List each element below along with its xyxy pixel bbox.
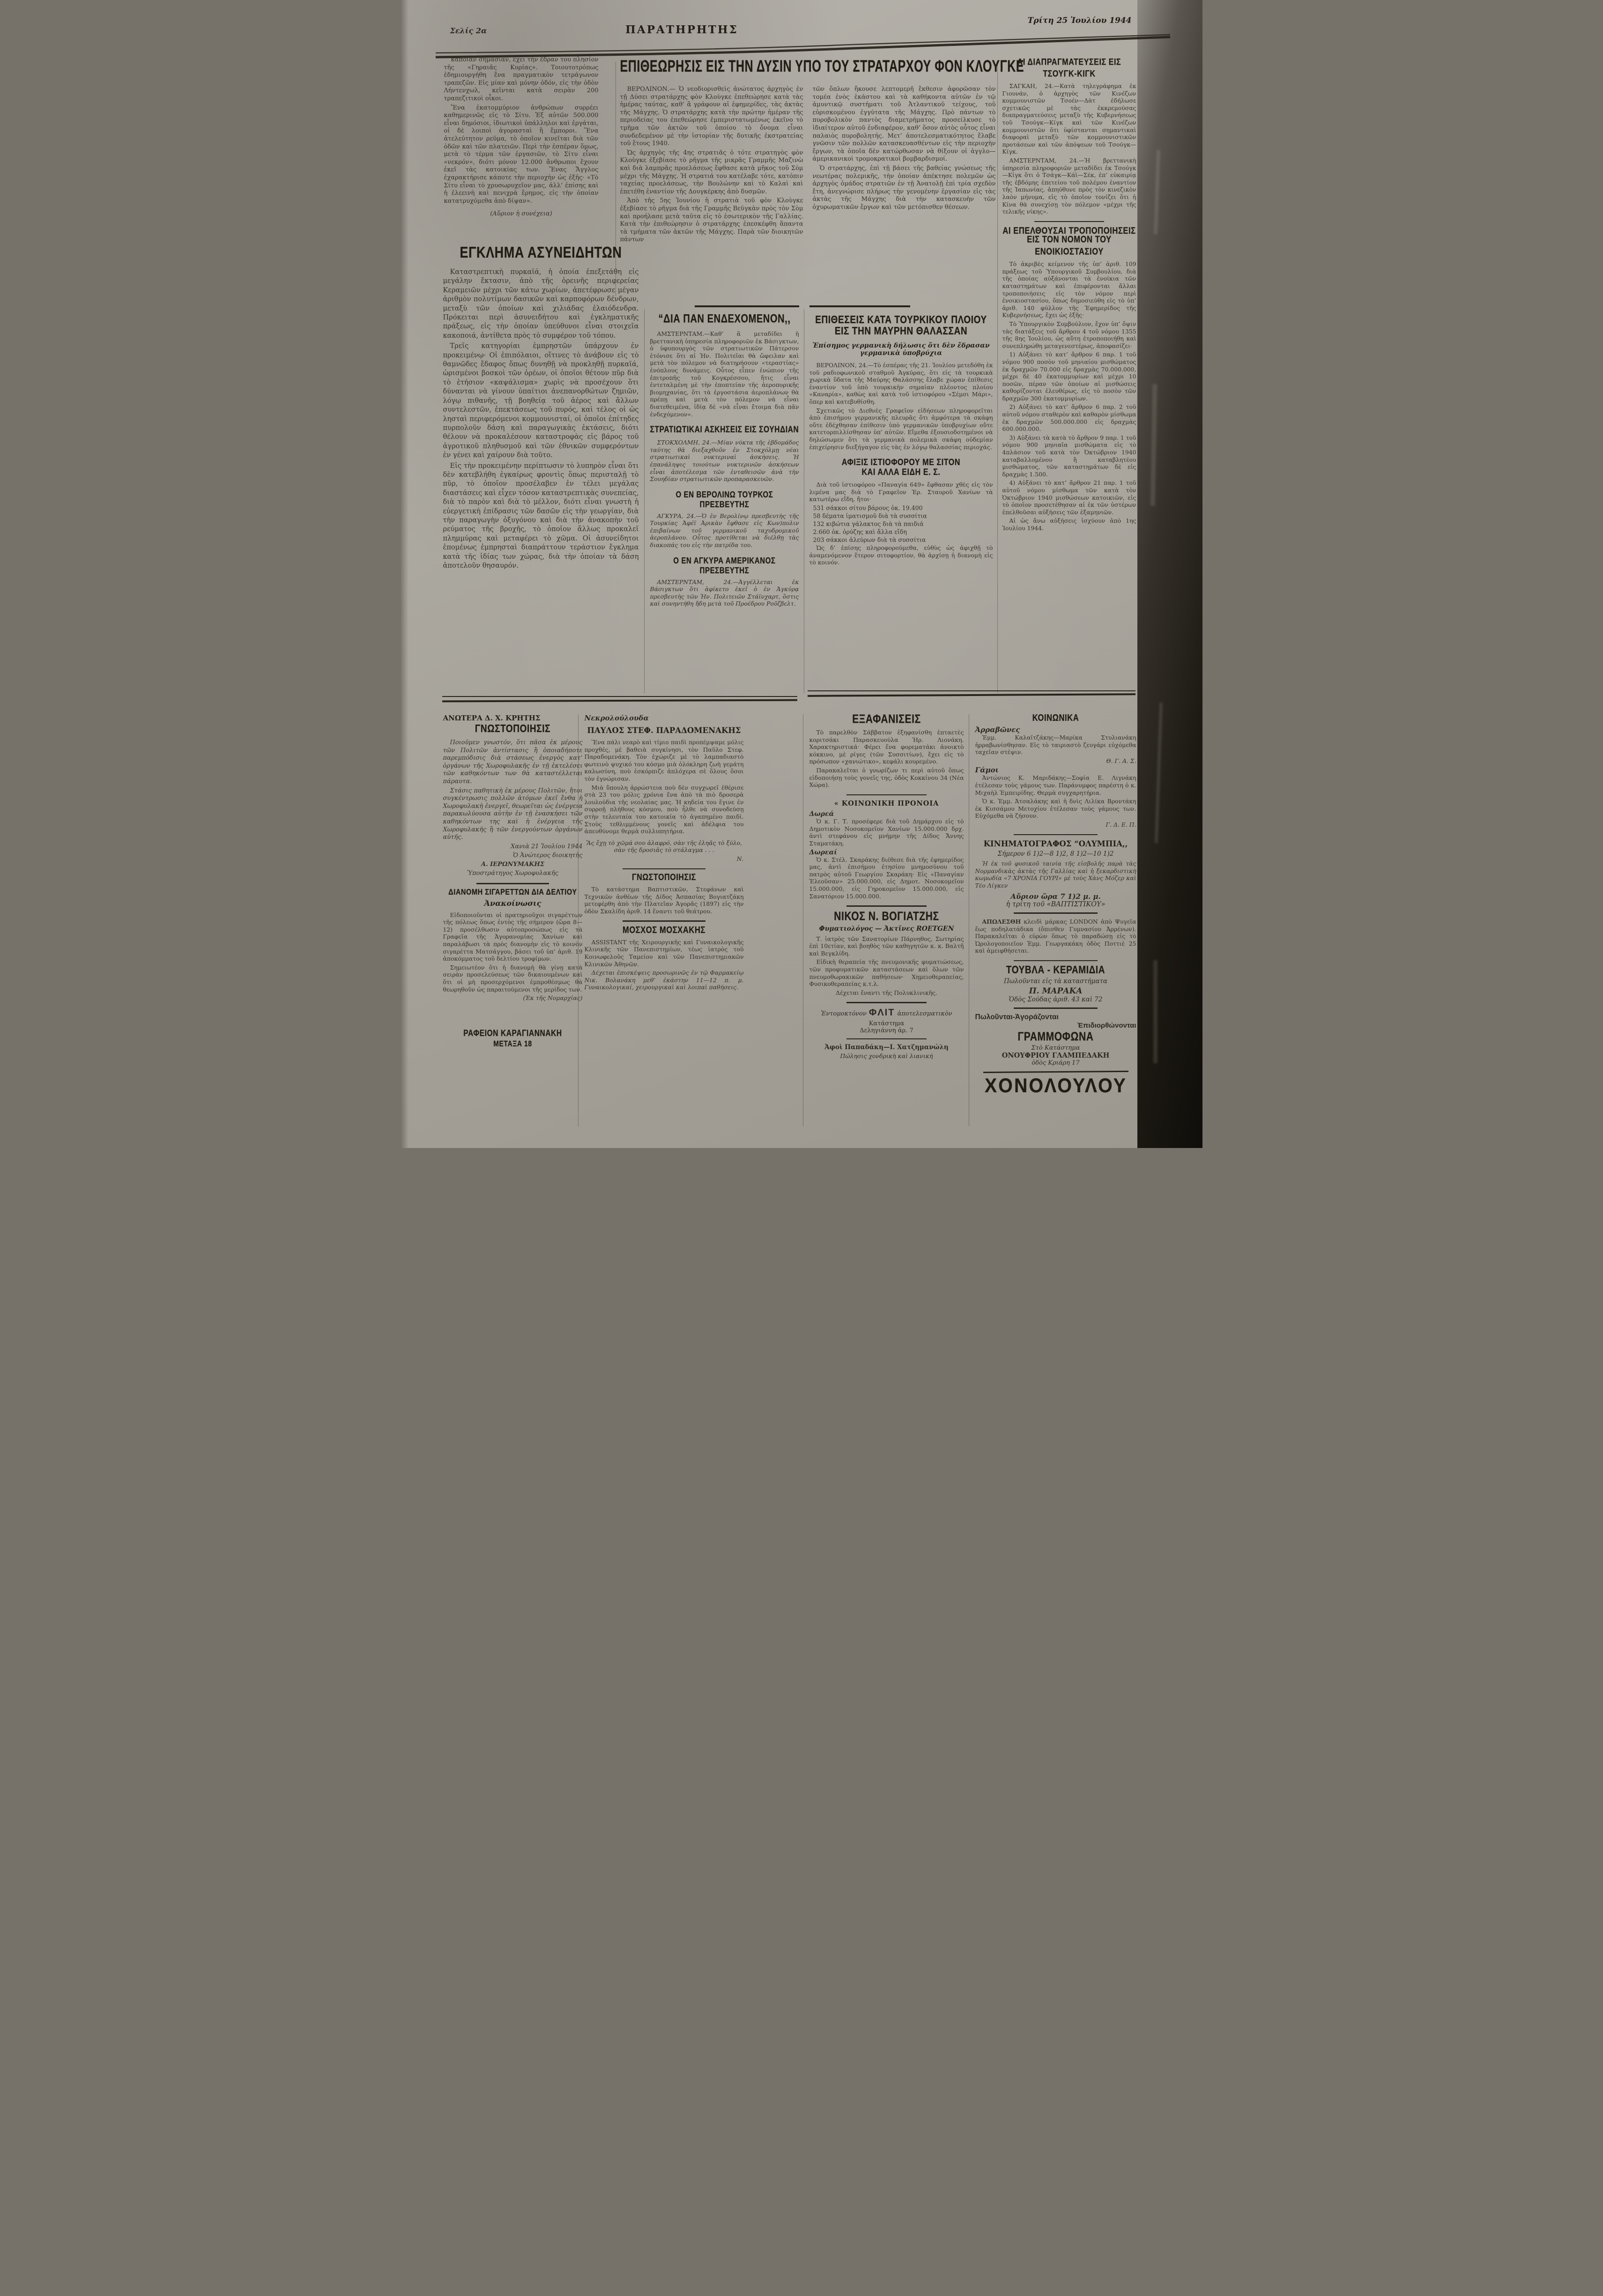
article-paragraph: Ὡς δ’ ἐπίσης πληροφορούμεθα, εὐθὺς ὡς ἀφιχθῇ τὸ ἀναμενόμενον ἕτερον σιτοφορτίον, θὰ ἀρχίσῃ ἡ διανομὴ εἰς τὸ κοινόν. [809, 544, 993, 566]
contingency-heading: “ΔΙΑ ΠΑΝ ΕΝΔΕΧΟΜΕΝΟΝ,, [658, 312, 791, 326]
gramophones-line3: Στὸ Κατάστημα [1031, 1044, 1080, 1052]
flit-brand: ΦΛΙΤ [868, 1007, 895, 1018]
notice-signature: (Ἐκ τῆς Νομαρχίας) [523, 994, 583, 1002]
social-heading: ΚΟΙΝΩΝΙΚΑ [1032, 712, 1079, 724]
bricks-line: Πωλοῦνται εἰς τὰ καταστήματα [1003, 978, 1108, 985]
lost-key-lead: ΑΠΩΛΕΣΘΗ [982, 918, 1021, 925]
notice-paragraph: Τὸ παρελθὸν Σάββατον ἐξηφανίσθη ἑπταετὲς κοριτσάκι Παρασκευούλα Ἡρ. Λιονάκη. Χαρακτηριστικά· Φέρει ἕνα φορεματάκι ἀνοικτὸ κόκκινο, μὲ ρίγες (τῶν Συσσιτίων), ἔχει εἰς τὸ πρόσωπον «χανιώτικο», κεφάλι κουρεμένο. [809, 729, 964, 765]
notice-paragraph: Εἰδοποιοῦνται οἱ πρατηριοῦχοι σιγαρέττων τῆς πόλεως ὅπως ἐντὸς τῆς σήμερον (ὥρα 8—12) προσέλθωσιν αὐτοπροσώπως εἰς τὰ Γραφεῖα τῆς Ἀγορανομίας Χανίων καὶ παραλάβωσι τὰ πρὸς διανομὴν εἰς τὸ κοινὸν σιγαρέττα Ματσάγγου, βάσει τοῦ ὑπ’ ἀριθ. 19 ἀποκόμματος τοῦ δελτίου τροφίμων. [443, 911, 583, 963]
article-paragraph: Τὸ ἀκριβὲς κείμενον τῆς ὑπ’ ἀριθ. 109 πράξεως τοῦ Ὑπουργικοῦ Συμβουλίου, διὰ τῆς ὁποίας αὐξάνονται τὰ ἐνοίκια τῶν καταστημάτων καὶ ἐπιφέρονται ἄλλαι τροποποιήσεις εἰς τὸν νόμον περὶ ἐνοικιοστασίου, ὅπως δημοσιεύθη εἰς τὸ ὑπ’ ἀριθ. 140 φύλλον τῆς Ἐφημερίδος τῆς Κυβερνήσεως, ἔχει ὡς ἑξῆς· [1002, 260, 1136, 319]
engagement-entry: Ἐμμ. Καλαϊτζάκης—Μαρίκα Στυλιανάκη ἠρραβωνίσθησαν. Εἰς τὸ ταιριαστὸ ζευγάρι εὐχόμεθα ταχεῖαν στέψιν. [975, 734, 1136, 756]
tailor-ad-address: ΜΕΤΑΞΑ 18 [493, 1038, 532, 1048]
gendarmerie-heading: ΓΝΩΣΤΟΠΟΙΗΣΙΣ [475, 723, 551, 735]
section-rule [695, 305, 799, 307]
continuation-note: (Αὔριον ἡ συνέχεια) [490, 210, 552, 218]
lost-key-text: κλειδὶ μάρκας LONDON ἀπὸ Ψυγεῖα ἕως ποδηλατάδικα (ὄπισθεν Γυμνασίου Ἀρρένων). Παρακαλεῖται ὁ εὑρὼν ὅπως τὸ παραδώσῃ εἰς τὸ Ὡρολογοποιεῖον Ἐμμ. Γεωργακάκη ὁδὸς Ποττιὲ 25 καὶ ἀμειφθήσεται. [975, 918, 1136, 955]
weddings-label: Γάμοι [975, 766, 999, 775]
engagement-signature: Θ. Γ. Α. Σ. [1106, 757, 1136, 764]
cargo-item: 531 σάκκοι σίτου βάρους ὀκ. 19.400 [813, 504, 923, 511]
section-rule [808, 690, 1135, 691]
column-rule [997, 62, 998, 693]
ad-paragraph: Δέχεται ἔναντι τῆς Πολυκλινικῆς. [836, 989, 937, 996]
missing-heading: ΕΞΑΦΑΝΙΣΕΙΣ [852, 712, 921, 726]
wedding-entry: Ὁ κ. Ἐμμ. Ἀτσαλάκης καὶ ἡ δνὶς Λιλίκα Βροντάκη ἐκ Κισσάμου Μετοχίου ἐτέλεσαν τοὺς γάμους των. Εὐχόμεθα νὰ ζήσουν. [975, 798, 1136, 820]
section-rule [623, 920, 705, 922]
lead-column-a [620, 86, 803, 245]
section-rule [623, 868, 705, 870]
cargo-item: 2.660 ὀκ. ὀρύζης καὶ ἄλλα εἴδη [813, 528, 907, 535]
article-paragraph: ΑΜΣΤΕΡΝΤΑΜ.—Καθ’ ἃ μεταδίδει ἡ βρεττανικὴ ὑπηρεσία πληροφοριῶν ἐκ Βάσιγκτων, ὁ ὑφυπουργὸς τῶν στρατιωτικῶν Πάτερσον ἐτόνισε ὅτι αἱ Ἡν. Πολιτεῖαι θὰ ὤφειλαν καὶ μετὰ τὸν πόλεμον νὰ διατηρήσουν «τεραστίας» ἐνόπλους δυνάμεις. Οὗτος εἶπεν ἐνώπιον τῆς ἐπιτροπῆς τοῦ Κογκρέσσου, ἥτις εἶναι ἐντεταλμένη μὲ τὴν ἐποπτείαν τῆς ἀεροπορικῆς βιομηχανίας, ὅτι τὰ ἐργοστάσια ἀεροπλάνων θὰ πρέπῃ καὶ μετὰ τὸν πόλεμον νὰ εἶναι διατεθειμένα, ἰδίᾳ δὲ «νὰ εἶναι ἕτοιμα διὰ πᾶν ἐνδεχόμενον». [650, 330, 799, 418]
article-paragraph: ΒΕΡΟΛΙΝΟΝ.— Ὁ νεοδιορισθεὶς ἀνώτατος ἀρχηγὸς ἐν τῇ Δύσει στρατάρχης φὸν Κλοὺγκε ἐπεθεώρησε κατὰ τὰς ἡμέρας ταύτας, καθ’ ἃ γράφουν αἱ ἐφημερίδες, τὰς ἀκτὰς τῆς Μάγχης. Ὁ στρατάρχης κατὰ τὴν πρώτην ἡμέραν τῆς περιοδείας του ἐπεθεώρησε ἐμπεριστατωμένως ἐκεῖνο τὸ τμῆμα τῶν ἀκτῶν τοῦ ὁποίου τὸ ὄνομα εἶναι συνδεδεμένον μὲ τὴν ἱστορίαν τῆς δυτικῆς ἐκστρατείας τοῦ ἔτους 1940. [620, 86, 803, 148]
gendarmerie-kicker: ΑΝΩΤΕΡΑ Δ. Χ. ΚΡΗΤΗΣ [443, 714, 541, 722]
section-rule [476, 883, 549, 884]
cinema-premiere: ἡ τρίτη τοῦ «ΒΑΠΤΙΣΤΙΚΟΥ» [1006, 901, 1106, 909]
article-paragraph: Τρεῖς κατηγορίαι ἐμπρηστῶν ὑπάρχουν ἐν προκειμένῳ· Οἱ ἐπιπόλαιοι, οἵτινες τὸ ἀνάβουν εἰς τὸ θαμνῶδες ἔδαφος ὅπως δυνηθῇ νὰ προκληθῇ πυρκαϊά, ὡρισμένοι βοσκοὶ τῶν ὀρέων, οἱ ὁποῖοι θέτουν πῦρ διὰ τὸ ἐτήσιον «καψάλισμα» χωρὶς νὰ προσέχουν ὅτι δύνανται νὰ γίνουν ὑπαίτιοι ἀνεπανορθώτων ζημιῶν, λόγῳ πιθανῆς, τῇ βοηθείᾳ τοῦ ἀέρος καὶ ἄλλων συντελεστῶν, ἐπεκτάσεως τοῦ πυρός, καὶ τέλος οἱ ὡς λησταὶ περιφερόμενοι κομμουνισταί, οἱ ὁποῖοι ἐπίτηδες πυρπολοῦν δάση καὶ παραγωγικὰς ἐκτάσεις, διότι θέλουν νὰ προκαλέσουν καταστροφὰς εἰς βάρος τοῦ ἀγροτικοῦ πληθυσμοῦ καὶ τῶν ἐθνικῶν συμφερόντων ἐν γένει καὶ χαίρουν διὰ τοῦτο. [443, 342, 639, 459]
lead-headline: ΕΠΙΘΕΩΡΗΣΙΣ ΕΙΣ ΤΗΝ ΔΥΣΙΝ ΥΠΟ ΤΟΥ ΣΤΡΑΤΑΡΧΟΥ ΦΟΝ ΚΛΟΥΓΚΕ [620, 57, 1024, 76]
lead-body [620, 86, 996, 245]
article-paragraph: ΑΜΣΤΕΡΝΤΑΜ, 24.—Ἡ βρεττανικὴ ὑπηρεσία πληροφοριῶν μεταδίδει ἐκ Τσούγκ—Κίγκ ὅτι ὁ Τσάγκ—Κάϊ—Σέκ, ἐπ’ εὐκαιρίᾳ τῆς ἑβδόμης ἐπετείου τοῦ πολέμου ἐναντίον τῆς Ἰαπωνίας, ἀπηύθυνε πρὸς τὸν κινεζικὸν λαὸν μήνυμα, εἰς τὸ ὁποῖον τονίζει ὅτι ἡ Κίνα θὰ συνεχίσῃ τὸν πόλεμον «μέχρι τῆς τελικῆς νίκης». [1002, 156, 1136, 215]
obituary-paragraph: Ἕνα πάλι νεαρὸ καὶ τίμιο παιδὶ προπέμψαμε μόλις προχθές, μὲ βαθειὰ συγκίνησι, τὸν Παῦλο Στεφ. Παραδομενάκη. Τὸν ἐχώριζε μὲ τὸ λαμπαδιαστὸ φωτεινὸ ψυχικό του κόσμο μιὰ ὁλόκληρη ζωὴ γεμάτη καλωσύνη, ποὺ ἐσκόρπιζε ἁπλόχερα σὲ ὅλους ὅσοι τὸν ἐγνώρισαν. [584, 739, 744, 782]
column-middle-2 [650, 305, 799, 609]
article-paragraph: Ἕνα ἑκατομμύριον ἀνθρώπων συρρέει καθημερινῶς εἰς τὸ Σίτυ. Ἐξ αὐτῶν 500.000 εἶναι δημόσιοι, ἰδιωτικοὶ ὑπάλληλοι καὶ ἐργάται, οἱ δὲ λοιποὶ ἀγορασταὶ ἢ ἔμποροι. Ἕνα ἀτελεύτητον ρεῦμα, τὸ ὁποῖον κινεῖται διὰ τῶν ὁδῶν καὶ τῶν πλατειῶν. Περὶ τὴν ἑσπέραν ὅμως, μετὰ τὸ τέρμα τῶν ἐργασιῶν, τὸ Σίτυ εἶναι «νεκρόν», διότι μόνον 12.000 ἄνθρωποι ἔχουν ἐκεῖ τὰς κατοικίας των. Ἕνας Ἄγγλος ἐχαρακτήρισε κάποτε τὴν περιοχὴν ὡς ἑξῆς· «Τὸ Σίτυ εἶναι τὸ χρυσωρυχεῖον μας, ἀλλ’ ἐπίσης καὶ ἡ ἐλεεινὴ καὶ πενιχρὰ ἔρημος, εἰς τὴν ὁποίαν κατατρυχόμεθα ἀπὸ δίψαν». [444, 104, 599, 205]
doctor-vogiatzis-specialty: Φυματιολόγος — Ἀκτῖνες ROETGEN [819, 925, 954, 933]
article-paragraph: 3) Αὐξάνει τὰ κατὰ τὸ ἄρθρον 9 παρ. 1 τοῦ νόμου 900 μηνιαῖα μισθώματα εἰς τὸ 4πλάσιον τοῦ κατὰ τὸν Ὀκτώβριον 1940 καταβαλλομένου ἢ καταβλητέου μισθώματος, τῶν καταστημάτων δὲ εἰς δραχμὰς 1.500. [1002, 434, 1136, 478]
notice-paragraph: Τὸ κατάστημα Βαπτιστικῶν, Στεφάνων καὶ Τεχνικῶν ἀνθέων τῆς Δίδος Ἀσπασίας Βογιατζάκη μετεφέρθη ἀπὸ τὴν Πλατεῖαν Ἀγορᾶς (1897) εἰς τὴν ὁδὸν Σκαλίδη ἀριθ. 14 ἔναντι τοῦ θεάτρου. [584, 886, 744, 915]
article-paragraph: 1) Αὐξάνει τὸ κατ’ ἄρθρον 6 παρ. 1 τοῦ νόμου 900 ποσὸν τοῦ μηνιαίου μισθώματος ἐκ δραχμῶν 70.000 εἰς δραχμὰς 70.000.000, μέχρι δὲ 40 ἑκατομμυρίων καὶ μέχρι 10 ποσῶν, πέραν τῶν ὁποίων αἱ μισθώσεις καθορίζονται ἐλευθέρως, εἰς τὸ ποσὸν τῶν δραχμῶν 300 ἑκατομμυρίων. [1002, 351, 1136, 402]
gramophones-address: ὁδὸς Κριάρη 17 [1032, 1059, 1080, 1067]
black-sea-heading-line1: ΕΠΙΘΕΣΕΙΣ ΚΑΤΑ ΤΟΥΡΚΙΚΟΥ ΠΛΟΙΟΥ [815, 314, 987, 326]
doctor-mosxakis-heading: ΜΟΣΧΟΣ ΜΟΣΧΑΚΗΣ [623, 925, 705, 935]
article-paragraph: Καταστρεπτικὴ πυρκαϊά, ἡ ὁποία ἐπεξετάθη εἰς μεγάλην ἔκτασιν, ἀπὸ τῆς ὀρεινῆς περιφερείας Κεραμειῶν μέχρι τῶν κάτω χωρίων, ἀπετέφρωσε μέγαν ἀριθμὸν πολυτίμων δασικῶν καὶ καρποφόρων δένδρων, μεταξὺ τῶν ὁποίων καὶ χιλιάδας ἐλαιόδενδρα. Πρόκειται περὶ ἀσυνειδήτου καὶ ἐγκληματικῆς πράξεως, εἰς τὴν ὁποίαν ὑπεύθυνοι εἶναι στοιχεῖα κακοποιά, ἀντίθετα πρὸς τὸ συμφέρον τοῦ τόπου. [443, 268, 639, 340]
wedding-entry: Ἀντώνιος Κ. Μαριδάκης—Σοφία Ε. Λιγνάκη ἐτέλεσαν τοὺς γάμους των. Παράνυμφος παρέστη ὁ κ. Μιχαὴλ Ἐμπειρίδης. Θερμὰ συγχαρητήρια. [975, 774, 1136, 796]
gramophones-line1: Πωλοῦνται-Ἀγοράζονται [975, 1013, 1059, 1021]
edge-text-smudge [1150, 384, 1157, 506]
engagements-label: Ἀρραβῶνες [975, 726, 1020, 734]
flit-pre-label: Ἐντομοκτόνον [821, 1010, 867, 1017]
obituary-kicker: Νεκρολούλουδα [584, 714, 649, 722]
sailship-heading-line2: ΚΑΙ ΑΛΛΑ ΕΙΔΗ Ε. Σ. [861, 467, 941, 478]
article-paragraph: ΑΓΚΥΡΑ, 24.—Ὁ ἐν Βερολίνῳ πρεσβευτὴς τῆς Τουρκίας Ἀφέϊ Ἀρικὰν ἔφθασε εἰς Κων)πολιν ἐπιβαίνων τοῦ γερμανικοῦ ταχυδρομικοῦ ἀεροπλάνου. Οὗτος προτίθεται νὰ διέλθῃ τὰς διακοπάς του εἰς τὴν πατρίδα του. [650, 512, 799, 549]
bricks-address: Ὁδὸς Σούδας ἀριθ. 43 καὶ 72 [1009, 996, 1103, 1004]
rent-law-heading-line1: ΑΙ ΕΠΕΛΘΟΥΣΑΙ ΤΡΟΠΟΠΟΙΗΣΕΙΣ [1002, 225, 1136, 237]
cinema-heading: ΚΙΝΗΜΑΤΟΓΡΑΦΟΣ “ΟΛΥΜΠΙΑ,, [983, 839, 1128, 849]
ad-paragraph: Δέχεται ἐπισκέψεις προσωρινῶς ἐν τῷ Φαρμακείῳ Νικ. Βολανάκη μεθ’ ἑκάστην 11—12 π. μ. Γυναικολογικαί, χειρουργικαὶ καὶ λοιπαὶ παθήσεις. [584, 969, 744, 991]
article-paragraph: Τὸ Ὑπουργικὸν Συμβούλιον, ἔχον ὑπ’ ὄψιν τὰς διατάξεις τοῦ ἄρθρου 4 τοῦ νόμου 1355 τῆς 8ης Ἰουλίου, ὡς αὕτη ἐτροποποιήθη καὶ συνεπληρώθη μεταγενεστέρως, ἀποφασίζει· [1002, 320, 1136, 349]
cinema-tomorrow: Αὔριον ὥρα 7 1)2 μ. μ. [1010, 892, 1101, 901]
article-paragraph: κάποιαν σημασίαν, ἔχει τὴν ἕδραν του πλησίον τῆς «Γηραιᾶς Κυρίας». Τοιουτοτρόπως ἐδημιουργήθη ἕνα πραγματικὸν τετράγωνον τραπεζῶν. Εἰς μίαν καὶ μόνην ὁδόν, εἰς τὴν ὁδὸν Λήντενχωλ, κεῖνται κατὰ σειρὰν 200 τραπεζιτικοὶ οἶκοι. [444, 56, 599, 102]
flit-ad [809, 1007, 964, 1018]
us-ambassador-heading: Ο ΕΝ ΑΓΚΥΡΑ ΑΜΕΡΙΚΑΝΟΣ ΠΡΕΣΒΕΥΤΗΣ [673, 555, 776, 576]
article-paragraph: τῶν ὅπλων ἤκουσε λεπτομερῆ ἔκθεσιν ἀφορῶσαν τὸν τομέα ἑνὸς ἑκάστου καὶ τὰ καθήκοντα αὐτῶν ἐν τῷ ἀμυντικῷ συστήματι τοῦ Ἀτλαντικοῦ τείχους, τοῦ εὑρισκομένου ἐγγύτατα τῆς Μάγχης. Πρὸ πάντων τὸ πυροβολικὸν παντὸς διαμετρήματος προσείλκυσε τὸ ἰδιαίτερον αὐτοῦ ἐνδιαφέρον, καθ’ ὅσον αὐτὸς οὗτος εἶναι παλαιὸς πυροβολητής. Μετ’ ἀποτελεσματικότητος ἔλαβε γνῶσιν τῶν πολλῶν κατασκευασθέντων εἰς τὴν περιοχὴν ἔργων, τὰ ὁποῖα δὲν κατώρθωσαν νὰ θίξουν οἱ ἀγγλο—ἀμερικανικοὶ τρομοκρατικοὶ βομβαρδισμοί. [812, 86, 996, 163]
newspaper-page [401, 0, 1202, 1148]
signature-title: Ὑποστράτηγος Χωροφυλακῆς [467, 869, 558, 877]
column-bottom-b [585, 714, 744, 992]
lead-column-b [813, 86, 996, 245]
welfare-sub2: Δωρεαί [809, 848, 838, 856]
bricks-merchant: Π. ΜΑΡΑΚΑ [1029, 986, 1083, 996]
section-rule [1014, 960, 1098, 962]
sailship-heading-line1: ΑΦΙΞΙΣ ΙΣΤΙΟΦΟΡΟΥ ΜΕ ΣΙΤΟΝ [841, 458, 961, 468]
section-rule [1014, 1007, 1098, 1009]
lead-story [620, 57, 1024, 245]
section-rule [983, 1071, 1128, 1073]
article-paragraph: Διὰ τοῦ ἱστιοφόρου «Παναγία 649» ἔφθασαν χθὲς εἰς τὸν λιμένα μας διὰ τὸ Γραφεῖον Ἐρ. Σταυροῦ Χανίων τὰ κατωτέρω εἴδη, ἤτοι· [809, 481, 993, 503]
section-rule [442, 696, 797, 697]
cargo-item: 132 κιβώτια γάλακτος διὰ τὰ παιδιά [813, 520, 924, 527]
section-rule [809, 305, 911, 307]
section-rule [1034, 221, 1104, 222]
article-paragraph: Σχετικῶς τὸ Διεθνὲς Γραφεῖον εἰδήσεων πληροφορεῖται ἀπὸ ἐπισήμου γερμανικῆς πλευρᾶς ὅτι ἀμφότερα τὰ σκάφη οὔτε ἐδέχθησαν ἐπίθεσιν ὑπὸ γερμανικῶν ὑποβρυχίων οὔτε κατετορπιλλίσθησαν ὑπ’ αὐτῶν. Εἴμεθα ἐξουσιοδοτημένοι νὰ δηλώσωμεν ὅτι τὰ γερμανικὰ πολεμικὰ σκάφη οὐδεμίαν ἐπιχείρησιν διεξήγαγον εἰς τὰς ἐν λόγῳ θαλασσίας περιοχάς. [809, 407, 993, 451]
obituary-verse-signature: Ν. [736, 855, 744, 862]
flit-address-line: Δεληγιάννη ἀρ. 7 [860, 1027, 913, 1034]
turkish-ambassador-heading: Ο ΕΝ ΒΕΡΟΛΙΝΩ ΤΟΥΡΚΟΣ ΠΡΕΣΒΕΥΤΗΣ [675, 489, 773, 510]
column-right [1002, 59, 1136, 533]
doctor-vogiatzis-heading: ΝΙΚΟΣ Ν. ΒΟΓΙΑΤΖΗΣ [834, 909, 939, 923]
bricks-heading: ΤΟΥΒΛΑ - ΚΕΡΑΜΙΔΙΑ [1006, 964, 1106, 977]
cigarettes-subheading: Ἀνακοίνωσις [484, 898, 542, 908]
issue-date: Τρίτη 25 Ἰουλίου 1944 [1027, 16, 1132, 25]
section-rule [1014, 834, 1098, 836]
article-paragraph: ΣΤΟΚΧΟΛΜΗ, 24.—Μίαν νύκτα τῆς ἑβδομάδος ταύτης θὰ διεξαχθοῦν ἐν Στοκχόλμῃ νέαι στρατιωτικαὶ νυκτεριναὶ ἀσκήσεις. Ἡ ἐπανάληψις τοιούτων νυκτερινῶν ἀσκήσεων εἶναι ἀποτέλεσμα τῶν ἐνταθεισῶν ἀνὰ τὴν Σουηδίαν στρατιωτικῶν προπαρασκευῶν. [650, 439, 799, 483]
article-paragraph: Ὁ στρατάρχης, ἐπὶ τῇ βάσει τῆς βαθείας γνώσεως τῆς νεωτέρας πολεμικῆς, τὴν ὁποίαν ἀπέκτησε πολεμῶν ὡς ἀρχηγὸς ὁμάδος στρατιῶν ἐν τῇ Ἀνατολῇ ἐπὶ τρία σχεδὸν ἔτη, ἀνεγνώρισε πλήρως τὴν γενομένην ἐργασίαν εἰς τὰς ἀκτὰς τῆς Μάγχης διὰ τὴν κατασκευὴν τῶν ὀχυρωματικῶν ἔργων καὶ τῶν μετόπισθεν θέσεων. [812, 164, 996, 211]
cinema-program: Ἡ ἐκ τοῦ φυσικοῦ ταινία τῆς εἰσβολῆς παρὰ τὰς Νορμανδικὰς ἀκτὰς τῆς Γαλλίας καὶ ἡ ξεκαρδιστικὴ κωμωδία «7 ΧΡΟΝΙΑ ΓΟΥΡΙ» μὲ τοὺς Χὰνς Μόζερ καὶ Τέο Λίγκεν [975, 860, 1136, 889]
crime-heading: ΕΓΚΛΗΜΑ ΑΣΥΝΕΙΔΗΤΩΝ [460, 244, 622, 261]
cinema-showtimes: Σήμερον 6 1)2—8 1)2, 8 1)2—10 1)2 [997, 850, 1114, 858]
gramophones-brand: ΓΡΑΜΜΟΦΩΝΑ [1017, 1029, 1094, 1044]
column-crime [443, 245, 639, 571]
cargo-item: 203 σάκκοι ἀλεύρων διὰ τὰ συσσίτια [813, 536, 926, 543]
column-city-serial [444, 56, 599, 220]
obituary-verse: Ἂς ἔχῃ τὸ χῶμά σου ἀλαφρό, σὰν τῆς ἐληᾶς τὸ ξύλο, σὰν τῆς δροσιᾶς τὸ στάλαγμα . . . [586, 839, 742, 854]
black-sea-subhead: Ἐπίσημος γερμανικὴ δήλωσις ὅτι δὲν ἔδρασαν γερμανικὰ ὑποβρύχια [812, 342, 990, 357]
section-rule [846, 1002, 927, 1003]
page-right-edge-fold [1137, 0, 1202, 1148]
article-paragraph: 2) Αὐξάνει τὸ κατ’ ἄρθρον 6 παρ. 2 τοῦ αὐτοῦ νόμου σταθερὸν καὶ καθαρὸν μίσθωμα ἐκ δραχμῶν 500.000.000 εἰς δραχμὰς 600.000.000. [1002, 403, 1136, 433]
section-rule [442, 699, 797, 703]
wedding-signature: Γ. Δ. Ε. Π. [1106, 821, 1136, 828]
ad-paragraph: Τ. ἰατρὸς τῶν Σανατορίων Πάρνηθος, Σωτηρίας ἐπὶ 10ετίαν, καὶ βοηθὸς τῶν καθηγητῶν κ. κ. Βαλτῆ καὶ Βεγκλίδη. [809, 935, 964, 957]
section-rule [807, 693, 1135, 697]
welfare-sub1: Δωρεά [809, 810, 834, 818]
masthead: ΠΑΡΑΤΗΡΗΤΗΣ [625, 23, 738, 36]
column-middle-3 [809, 305, 993, 568]
notice-paragraph: Ποιοῦμεν γνωστόν, ὅτι πᾶσα ἐκ μέρους τῶν Πολιτῶν ἀντίστασις ἢ ὁποιαδήποτε παρεμπόδισις διὰ στάσεως ἐνεργὸς κατ’ ὀργάνων τῆς Χωροφυλακῆς ἐν τῇ ἐκτελέσει τῶν καθηκόντων των θὰ καταστέλλεται πάραυτα. [443, 739, 583, 785]
page-number-label: Σελίς 2α [450, 26, 487, 35]
gramophones-line2: Ἐπιδιορθώνονται [1077, 1021, 1136, 1029]
negotiations-heading: ΑΙ ΔΙΑΠΡΑΓΜΑΤΕΥΣΕΙΣ ΕΙΣ ΤΣΟΥΓΚ-ΚΙΓΚ [1017, 57, 1121, 79]
honolulu-ad: ΧΟΝΟΛΟΥΛΟΥ [984, 1074, 1127, 1097]
notice-paragraph: Στάσις παθητικὴ ἐκ μέρους Πολιτῶν, ἤτοι συγκέντρωσις πολλῶν ἀτόμων ἐκεῖ ἔνθα ἡ Χωροφυλακὴ ἐνεργεῖ, θεωρεῖται ὡς ἐνέργεια παρακωλύουσα αὐτὴν ἐν τῇ ἐνασκήσει τῶν καθηκόντων της καὶ ἡ ἐνέργεια τῆς Χωροφυλακῆς ἢ τῶν ἐνεργούντων ὀργάνων αὐτῆς. [443, 787, 583, 841]
notice-paragraph: Σημειωτέον ὅτι ἡ διανομὴ θὰ γίνῃ κατὰ σειρὰν προσελεύσεως τῶν δικαιουμένων καὶ ὅτι οἱ μὴ προσερχόμενοι ἐμπροθέσμως θὰ θεωρηθοῦν ὡς παραιτούμενοι τῆς μερίδος των. [443, 963, 583, 993]
shop-notice-heading: ΓΝΩΣΤΟΠΟΙΗΣΙΣ [632, 872, 696, 882]
article-paragraph: ΣΑΓΚΑΗ, 24.—Κατὰ τηλεγράφημα ἐκ Γιουνάν, ὁ ἀρχηγὸς τῶν Κινέζων κομμουνιστῶν Τσοέν—Δὰτ ἐδήλωσε σχετικῶς μὲ τὰς ἐκκρεμούσας διαπραγματεύσεις μεταξὺ τῆς Κυβερνήσεως τοῦ Τσούγκ—Κίγκ καὶ τῶν Κινέζων κομμουνιστῶν ὅτι ὑφίστανται σημαντικαὶ διαφοραὶ μεταξὺ τῶν κομμουνιστικῶν προτάσεων καὶ τῶν ἀπόψεων τοῦ Τσούγκ—Κίγκ. [1002, 82, 1136, 156]
papadakis-ad-name: Ἀφοὶ Παπαδάκη—Ι. Χατζημανώλη [824, 1044, 949, 1052]
column-bottom-c [809, 714, 964, 1059]
signature-role: Ὁ Ἀνώτερος διοικητὴς [512, 852, 583, 859]
ad-paragraph: Εἰδικὴ θεραπεία τῆς πνευμονικῆς φυματιώσεως, τῶν προφυματικῶν καταστάσεων καὶ ὅλων τῶν πνευμοθωρακικῶν παθήσεων· Χημειοθεραπείας, Φυσικοθεραπείας κ.τ.λ. [809, 958, 964, 988]
lost-key-notice [975, 918, 1136, 955]
section-rule [846, 905, 927, 907]
column-rule [644, 309, 645, 693]
sweden-heading: ΣΤΡΑΤΙΩΤΙΚΑΙ ΑΣΚΗΣΕΙΣ ΕΙΣ ΣΟΥΗΔΙΑΝ [650, 424, 799, 435]
welfare-heading: « ΚΟΙΝΩΝΙΚΗ ΠΡΟΝΟΙΑ [834, 800, 939, 808]
gramophones-merchant: ΟΝΟΥΦΡΙΟΥ ΓΛΑΜΠΕΔΑΚΗ [1002, 1051, 1110, 1059]
donation-entry: Ὁ κ. Στέλ. Σκαράκης διέθεσε διὰ τῆς ἐφημερίδος μας, ἀντὶ ἐπισήμου ἐτησίου μνημοσύνου τοῦ πατρὸς αὐτοῦ Γεωργίου Σκαράκη· Εἰς «Παναγίαν Ἐλεοῦσαν» 25.000.000, εἰς Δημοτ. Νοσοκομεῖον 15.000.000, εἰς Γηροκομεῖον 15.000.000, εἰς Σανατόριον 15.000.000. [809, 856, 964, 900]
column-bottom-a [443, 714, 583, 1047]
papadakis-ad-line: Πώλησις χονδρικὴ καὶ λιανική [840, 1052, 933, 1060]
notice-paragraph: Παρακαλεῖται ὁ γνωρίζων τι περὶ αὐτοῦ ὅπως εἰδοποιήσῃ τοὺς γονεῖς της, ὁδὸς Κοκκίνου 34 (Νέα Χώρα). [809, 766, 964, 789]
donation-entry: Ὁ κ. Γ. Τ. προσέφερε διὰ τοῦ Δημάρχου εἰς τὸ Δημοτικὸν Νοσοκομεῖον Χανίων 15.000.000 δρχ. ἀντὶ στεφάνου εἰς μνήμην τῆς Δίδος Ἄννης Σταματάκη. [809, 818, 964, 847]
section-rule [846, 1038, 927, 1040]
tailor-ad-name: ΡΑΦΕΙΟΝ ΚΑΡΑΓΙΑΝΝΑΚΗ [463, 1028, 562, 1038]
black-sea-heading-line2: ΕΙΣ ΤΗΝ ΜΑΥΡΗΝ ΘΑΛΑΣΣΑΝ [834, 325, 968, 338]
notice-place-date: Χανιὰ 21 Ἰουλίου 1944 [511, 843, 583, 850]
article-paragraph: ΑΜΣΤΕΡΝΤΑΜ, 24.—Ἀγγέλλεται ἐκ Βάσιγκτων ὅτι ἀφίκετο ἐκεῖ ὁ ἐν Ἀγκύρᾳ πρεσβευτὴς τῶν Ἡν. Πολιτειῶν Στάϊνχαρτ, ὅστις καὶ συνηντήθη ἤδη μετὰ τοῦ Προέδρου Ροῦζβελτ. [650, 578, 799, 607]
signature-name: Α. ΙΕΡΩΝΥΜΑΚΗΣ [481, 860, 544, 868]
ad-paragraph: ASSISTANT τῆς Χειρουργικῆς καὶ Γυναικολογικῆς Κλινικῆς τῶν Πανεπιστημίων, τέως ἰατρὸς τοῦ Κοινωφελοῦς Ταμείου καὶ τῶν Πανεπιστημιακῶν Κλινικῶν Ἀθηνῶν. [584, 938, 744, 968]
rent-law-heading-line2: ΕΙΣ ΤΟΝ ΝΟΜΟΝ ΤΟΥ ΕΝΟΙΚΙΟΣΤΑΣΙΟΥ [1027, 234, 1112, 257]
article-paragraph: Εἰς τὴν προκειμένην περίπτωσιν τὸ λυπηρὸν εἶναι ὅτι δὲν κατεβλήθη ἐγκαίρως φροντὶς ὅπως περισταλῇ τὸ πῦρ, τὸ ὁποῖον προσέλαβεν ἐν τέλει μεγάλας διαστάσεις καὶ εἶχεν τόσον καταστρεπτικὰς συνεπείας, διὰ τὸ παρὸν καὶ διὰ τὸ μέλλον, διότι εἶναι γνωστὴ ἡ εὐεργετικὴ ἐπίδρασις τῶν δασῶν εἰς τὴν γεωργίαν, διὰ τὴν παραγωγὴν ὀξυγόνου καὶ διὰ τὴν ἀνακοπὴν τοῦ ρεύματος τῆς βροχῆς, τὸ ὁποῖον ἄλλως προκαλεῖ πλημμύρας καὶ μεταφέρει τὸ χῶμα. Οἱ ἀσυνείδητοι ἑπομένως ἐμπρησταὶ διαπράττουν τεράστιον ἔγκλημα κατὰ τῆς ἰδίας των χώρας, διὰ τὴν ὁποίαν τὰ δάση ἀποτελοῦν θησαυρόν. [443, 461, 639, 570]
cargo-item: 58 δέματα ἱματισμοῦ διὰ τὰ συσσίτια [813, 512, 927, 519]
section-rule [1014, 912, 1098, 914]
article-paragraph: Αἱ ὡς ἄνω αὐξήσεις ἰσχύουν ἀπὸ 1ης Ἰουλίου 1944. [1002, 517, 1136, 532]
article-paragraph: ΒΕΡΟΛΙΝΟΝ, 24.—Τὸ ἑσπέρας τῆς 21. Ἰουλίου μετεδόθη ἐκ τοῦ ραδιοφωνικοῦ σταθμοῦ Ἀγκύρας, ὅτι εἰς τὰ τουρκικὰ χωρικὰ ὕδατα τῆς Μαύρης Θαλάσσης ἔλαβε χώραν ἐπίθεσις ἐναντίον τοῦ ὑπὸ τουρκικὴν σημαίαν πλέοντος πλοίου «Καναρία», καθὼς καὶ κατὰ τοῦ ἱστιοφόρου «Σέμσι Μάρι», ὅπερ καὶ κατεβυθίσθη. [809, 362, 993, 405]
obituary-heading: ΠΑΥΛΟΣ ΣΤΕΦ. ΠΑΡΑΔΟΜΕΝΑΚΗΣ [587, 726, 741, 735]
article-paragraph: Ἀπὸ τῆς 5ης Ἰουνίου ἡ στρατιὰ τοῦ φὸν Κλοὺγκε ἐξεβίασε τὸ ρῆγμα διὰ τῆς Γραμμῆς Βεϋγκὰν πρὸς τὸν Σὸμ καὶ προήλασε μετὰ ταῦτα εἰς τὸ ἐσωτερικὸν τῆς Γαλλίας. Κατὰ τὴν ἐπιθεώρησιν ὁ στρατάρχης ἐπεσκέφθη ἅπαντα τὰ τμήματα τῶν ἀκτῶν τῆς Μάγχης. Παρὰ τῶν διοικητῶν πάντων [620, 197, 803, 244]
edge-text-smudge [1153, 150, 1160, 234]
flit-post-label: ἀποτελεσματικὸν [897, 1010, 952, 1017]
article-paragraph: Ὡς ἀρχηγὸς τῆς 4ης στρατιᾶς ὁ τότε στρατηγὸς φὸν Κλοὺγκε ἐξεβίασε τὸ ρῆγμα τῆς μικρᾶς Γραμμῆς Μαζινὼ καὶ διὰ λαμπρᾶς προελάσεως ἔφθασε κατὰ μῆκος τοῦ Σὸμ μέχρι τῆς Μάγχης. Ἡ στρατιά του κατέλαβε τότε, κατόπιν ταχείας προελάσεως, τὴν Βουλώνην καὶ τὸ Καλαὶ καὶ ἐπετέθη ἐναντίον τῆς Δουγκέρκης ἀπὸ δυσμῶν. [620, 149, 803, 195]
edge-text-smudge [1154, 703, 1162, 843]
page-left-edge-shadow [401, 0, 408, 1148]
edge-text-smudge [1153, 960, 1158, 1063]
obituary-paragraph: Μιὰ ὕπουλη ἀρρώστεια ποὺ δὲν συγχωρεῖ ἐθέρισε στὰ 23 του μόλις χρόνια ἕνα ἀπὸ τὰ πιὸ δροσερὰ λουλούδια τῆς νεολαίας μας. Ἡ κηδεία του ἔγινε ἐν συρροῇ πλήθους κόσμου, ποὺ ἦλθε νὰ συνοδεύσῃ στὴν τελευταία του κατοικία τὸ ἀγαπημένο παιδί. Στοὺς τεθλιμμένους γονεῖς καὶ ἀδέλφια του ἀπευθύνομε θερμὰ συλλυπητήρια. [584, 784, 744, 835]
section-rule [846, 794, 927, 796]
column-bottom-d [975, 714, 1136, 1096]
cigarettes-heading: ΔΙΑΝΟΜΗ ΣΙΓΑΡΕΤΤΩΝ ΔΙΑ ΔΕΛΤΙΟΥ [448, 887, 577, 897]
flit-store-line: Κατάστημα [868, 1020, 905, 1027]
article-paragraph: 4) Αὐξάνει τὸ κατ’ ἄρθρον 21 παρ. 1 τοῦ αὐτοῦ νόμου μίσθωμα τῶν κατὰ τὸν Ὀκτώβριον 1940 μισθώσεων κατοικιῶν, εἰς τὸ ὁποῖον προσετέθησαν αἱ ἐκ τῶν ὑστέρων ἐπελθοῦσαι αὐξήσεις τῶν ἑξαμηνιῶν. [1002, 479, 1136, 516]
